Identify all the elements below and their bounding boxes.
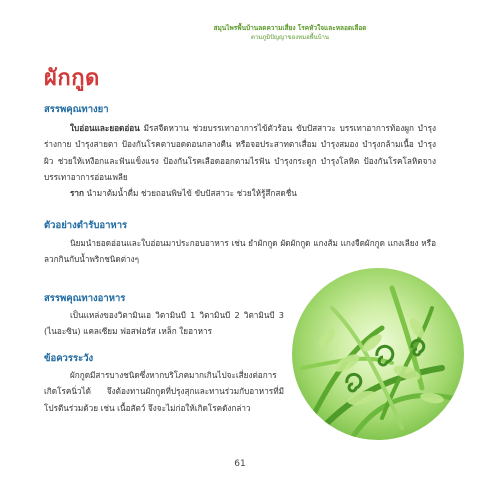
heading-caution: ข้อควรระวัง [44, 353, 94, 364]
fern-photo [292, 268, 464, 440]
root-lead: ราก [70, 188, 84, 198]
fern-illustration [292, 268, 464, 440]
running-header [130, 24, 450, 42]
header-subtitle: ตามภูมิปัญญาของหมอพื้นบ้าน [250, 34, 330, 41]
root-text: นำมาต้มน้ำดื่ม ช่วยถอนพิษไข้ ขับปัสสาวะ ช่วยให้รู้สึกสดชื่น [83, 188, 297, 198]
nutrition-paragraph: เป็นแหล่งของวิตามินเอ วิตามินบี 1 วิตามินบี 2 วิตามินบี 3 (ไนอะซิน) แคลเซียม ฟอสฟอรัส เหล็ก ใยอาหาร [44, 310, 284, 337]
heading-nutrition: สรรพคุณทางอาหาร [44, 293, 126, 304]
page-number: 61 [234, 459, 246, 469]
medicinal-paragraph [44, 120, 436, 186]
medicinal-text: มีรสจืดหวาน ช่วยบรรเทาอาการไข้ตัวร้อน ขับปัสสาวะ บรรเทาอาการท้องผูก บำรุงร่างกาย บำรุงสายตา ป้องกันโรคตาบอดตอนกลางคืน หรือจอประสาทตาเสื่อม บำรุงสมอง บำรุงกล้ามเนื้อ บำรุงผิว ช่วยให้เหงือกและฟันแข็งแรง ป้องกันโรคเลือดออกตามไรฟัน บำรุงกระดูก บำรุงโลหิต ป้องกันโรคโลหิตจาง บรรเทาอาการอ่อนเพลีย [44, 123, 436, 183]
header-title: สมุนไพรพื้นบ้านลดความเสี่ยง โรคหัวใจและหลอดเลือด [213, 24, 367, 32]
dishes-paragraph: นิยมนำยอดอ่อนและใบอ่อนมาประกอบอาหาร เช่น ยำผักกูด ผัดผักกูด แกงส้ม แกงจืดผักกูด แกงเลียง หรือลวกกินกับน้ำพริกชนิดต่างๆ [44, 238, 436, 265]
heading-medicinal: สรรพคุณทางยา [44, 104, 109, 115]
root-paragraph [70, 185, 436, 201]
heading-dishes: ตัวอย่างตำรับอาหาร [44, 220, 128, 231]
caution-paragraph: ผักกูดมีสารบางชนิดซึ่งหากบริโภคมากเกินไปจะเสี่ยงต่อการเกิดโรคนิ่วได้ จึงต้องทานผักกูดที่ปรุงสุกและทานร่วมกับอาหารที่มีโปรตีนร่วมด้วย เช่น เนื้อสัตว์ จึงจะไม่ก่อให้เกิดโรคดังกล่าว [44, 370, 284, 413]
page-title: ผักกูด [44, 66, 100, 91]
medicinal-lead: ใบอ่อนและยอดอ่อน [70, 123, 140, 133]
